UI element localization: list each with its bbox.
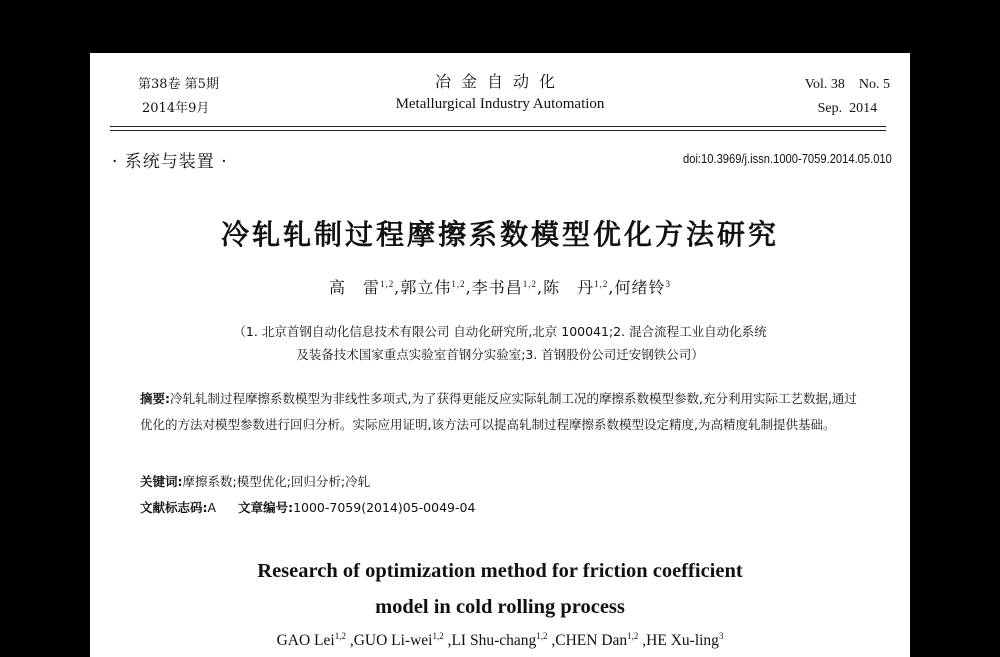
abstract-text: 冷轧轧制过程摩擦系数模型为非线性多项式,为了获得更能反应实际轧制工况的摩擦系数模型参数,充分利用实际工艺数据,通过优化的方法对模型参数进行回归分析。实际应用证明,该方法可以提高轧制过程摩擦系数模型设定精度,为高精度轧制提供基础。 <box>140 391 857 432</box>
volume-issue-cn: 第38卷 第5期 <box>138 77 219 92</box>
abstract <box>140 386 868 438</box>
keywords-text: 摩擦系数;模型优化;回归分析;冷轧 <box>182 474 371 489</box>
author-affiliation: 3 <box>718 631 724 641</box>
authors-en: GAO Lei$^{1,2}$ ,GUO Li-wei$^{1,2}$ ,LI Shu-chang$^{1,2}$ ,CHEN Dan$^{1,2}$ ,HE Xu-ling$^3$ <box>276 631 724 649</box>
doi: doi:10.3969/j.issn.1000-7059.2014.05.010 <box>683 151 892 166</box>
author-affiliation: 1,2 <box>334 631 346 641</box>
header-rule <box>110 126 886 131</box>
title-en-line: model in cold rolling process <box>375 596 625 618</box>
affiliation-line: （1. 北京首钢自动化信息技术有限公司 自动化研究所,北京 100041;2. 混合流程工业自动化系统 <box>233 324 767 339</box>
date-en: Sep. 2014 <box>817 101 878 116</box>
header-right <box>805 73 890 121</box>
author-affiliation: 3 <box>665 279 671 289</box>
author: 何绪铃 <box>614 278 666 297</box>
author: GAO Lei <box>276 632 335 649</box>
affiliations <box>90 320 910 366</box>
doc-code-value: A <box>207 500 217 515</box>
journal-name-cn: 冶金自动化 <box>434 72 565 91</box>
author: LI Shu-chang <box>451 632 537 649</box>
document-codes <box>140 495 475 521</box>
paper-page <box>90 53 910 657</box>
journal-header <box>90 71 910 115</box>
title-en-line: Research of optimization method for friction coefficient <box>257 560 743 582</box>
author-affiliation: 1,2 <box>451 279 466 289</box>
affiliation-line: 及装备技术国家重点实验室首钢分实验室;3. 首钢股份公司迁安钢铁公司） <box>296 347 704 362</box>
abstract-label: 摘要: <box>140 391 170 406</box>
author: 陈 丹 <box>543 278 595 297</box>
paper-title-cn: 冷轧轧制过程摩擦系数模型优化方法研究 <box>220 218 779 251</box>
author: 李书昌 <box>471 278 523 297</box>
author-affiliation: 1,2 <box>522 279 537 289</box>
article-number-label: 文章编号: <box>238 500 294 515</box>
article-meta <box>140 469 475 521</box>
paper-title-en <box>90 553 910 625</box>
author: 郭立伟 <box>400 278 452 297</box>
author-affiliation: 1,2 <box>627 631 639 641</box>
author-affiliation: 1,2 <box>380 279 395 289</box>
author: 高 雷 <box>329 278 381 297</box>
keywords <box>140 469 475 495</box>
authors-cn: 高 雷$^{1,2}$,郭立伟$^{1,2}$,李书昌$^{1,2}$,陈 丹$^{1,2}$,何绪铃$^3$ <box>329 278 671 297</box>
section-label: · 系统与装置 · <box>112 152 228 172</box>
author: HE Xu-ling <box>646 632 719 649</box>
article-number-value: 1000-7059(2014)05-0049-04 <box>293 500 476 515</box>
volume-issue-en: Vol. 38 No. 5 <box>804 77 890 92</box>
keywords-label: 关键词: <box>140 474 183 489</box>
date-cn: 2014年9月 <box>142 101 210 116</box>
author: GUO Li-wei <box>353 632 433 649</box>
author: CHEN Dan <box>555 632 628 649</box>
author-affiliation: 1,2 <box>432 631 444 641</box>
journal-name-en: Metallurgical Industry Automation <box>395 96 605 112</box>
doc-code-label: 文献标志码: <box>140 500 208 515</box>
author-affiliation: 1,2 <box>594 279 609 289</box>
author-affiliation: 1,2 <box>536 631 548 641</box>
